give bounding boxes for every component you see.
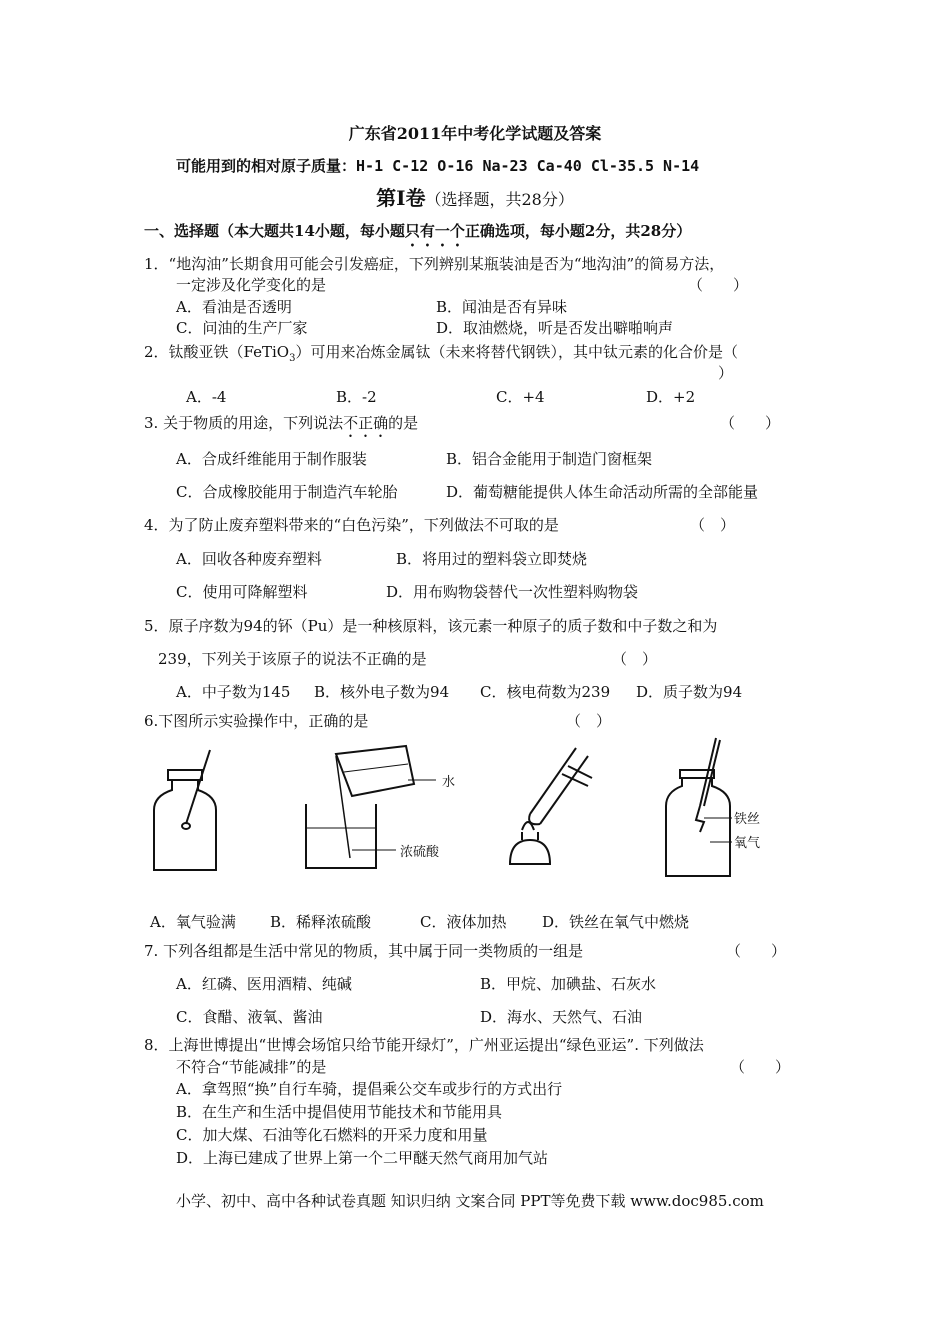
q3-stem-post: 的是	[388, 414, 419, 432]
q3-stem-emph: 不正确	[343, 414, 389, 432]
q2-option-b: B．-2	[336, 388, 377, 406]
figure-liquid-heating	[496, 744, 606, 880]
figure-dilute-acid	[296, 744, 472, 878]
q7-option-c: C．食醋、液氧、酱油	[176, 1008, 323, 1026]
q2-option-a: A．-4	[186, 388, 227, 406]
label-iron-wire: 铁丝	[734, 812, 761, 827]
figure-oxygen-test	[150, 748, 240, 878]
q6-paren: （ ）	[566, 712, 612, 730]
q3-option-a: A．合成纤维能用于制作服装	[176, 450, 367, 468]
volume-heading	[0, 188, 950, 210]
q2-stem-start: 2．钛酸亚铁（FeTiO	[144, 343, 290, 361]
q1-option-d: D．取油燃烧，听是否发出噼啪响声	[436, 319, 674, 337]
q3-option-c: C．合成橡胶能用于制造汽车轮胎	[176, 483, 398, 501]
q2-stem-subscript: 3	[289, 353, 296, 364]
q3-stem-pre: 3. 关于物质的用途，下列说法	[144, 414, 344, 432]
q2-paren-close: ）	[718, 364, 734, 382]
q8-option-b: B．在生产和生活中提倡使用节能技术和节能用具	[176, 1103, 503, 1121]
q4-option-b: B．将用过的塑料袋立即焚烧	[396, 550, 588, 568]
q2-stem	[144, 342, 738, 369]
q5-option-b: B．核外电子数为94	[314, 683, 450, 701]
q4-option-c: C．使用可降解塑料	[176, 583, 308, 601]
q1-stem-line2: 一定涉及化学变化的是	[176, 276, 327, 294]
q2-option-d: D．+2	[646, 388, 696, 406]
q5-stem-line2: 239，下列关于该原子的说法不正确的是	[158, 650, 427, 668]
q4-option-d: D．用布购物袋替代一次性塑料购物袋	[386, 583, 639, 601]
q5-option-d: D．质子数为94	[636, 683, 743, 701]
q7-option-d: D．海水、天然气、石油	[480, 1008, 643, 1026]
q3-option-b: B．铝合金能用于制造门窗框架	[446, 450, 653, 468]
q8-option-d: D．上海已建成了世界上第一个二甲醚天然气商用加气站	[176, 1149, 549, 1167]
atomic-masses	[176, 156, 699, 176]
q3-option-d: D．葡萄糖能提供人体生命活动所需的全部能量	[446, 483, 759, 501]
q8-stem-line1: 8．上海世博提出“世博会场馆只给节能开绿灯”，广州亚运提出“绿色亚运”. 下列做法	[144, 1036, 704, 1054]
footer-note: 小学、初中、高中各种试卷真题 知识归纳 文案合同 PPT等免费下载 www.doc985.com	[176, 1192, 764, 1210]
q7-option-b: B．甲烷、加碘盐、石灰水	[480, 975, 657, 993]
q8-option-c: C．加大煤、石油等化石燃料的开采力度和用量	[176, 1126, 488, 1144]
q8-stem-line2: 不符合“节能减排”的是	[176, 1058, 327, 1076]
q1-paren: （ ）	[688, 276, 749, 294]
q6-option-d: D．铁丝在氧气中燃烧	[542, 913, 690, 931]
q4-paren: （ ）	[690, 516, 736, 534]
volume-sub: （选择题，共28分）	[425, 190, 574, 209]
q6-option-a: A．氧气验满	[150, 913, 236, 931]
q8-option-a: A．拿驾照“换”自行车骑，提倡乘公交车或步行的方式出行	[176, 1080, 563, 1098]
q2-option-c: C．+4	[496, 388, 545, 406]
atomic-masses-values: H-1 C-12 O-16 Na-23 Ca-40 Cl-35.5 N-14	[356, 157, 700, 175]
q2-stem-end: ）可用来冶炼金属钛（未来将替代钢铁），其中钛元素的化合价是（	[295, 343, 738, 361]
q5-option-c: C．核电荷数为239	[480, 683, 611, 701]
q6-stem: 6.下图所示实验操作中，正确的是	[144, 712, 369, 730]
q4-option-a: A．回收各种废弃塑料	[176, 550, 322, 568]
section-heading	[144, 221, 691, 250]
q7-stem: 7. 下列各组都是生活中常见的物质，其中属于同一类物质的一组是	[144, 942, 584, 960]
document-title: 广东省2011年中考化学试题及答案	[348, 124, 602, 143]
label-water: 水	[442, 775, 456, 790]
q6-option-b: B．稀释浓硫酸	[270, 913, 372, 931]
q1-stem-line1: 1．“地沟油”长期食用可能会引发癌症，下列辨别某瓶装油是否为“地沟油”的简易方法，	[144, 255, 725, 273]
q3-stem	[144, 413, 418, 441]
section-heading-post: 正确选项，每小题2分，共28分）	[464, 222, 692, 240]
figure-iron-wire	[660, 736, 790, 882]
q1-option-a: A．看油是否透明	[176, 298, 292, 316]
q7-paren: （ ）	[726, 942, 787, 960]
section-heading-emph: 只有一个	[404, 222, 465, 240]
q8-paren: （ ）	[730, 1058, 791, 1076]
label-conc-acid: 浓硫酸	[400, 845, 440, 860]
atomic-masses-label: 可能用到的相对原子质量：	[176, 157, 357, 175]
q6-option-c: C．液体加热	[420, 913, 507, 931]
q1-option-c: C．问油的生产厂家	[176, 319, 308, 337]
section-heading-pre: 一、选择题（本大题共14小题，每小题	[144, 222, 405, 240]
q5-stem-line1: 5．原子序数为94的钚（Pu）是一种核原料，该元素一种原子的质子数和中子数之和为	[144, 617, 718, 635]
q1-option-b: B．闻油是否有异味	[436, 298, 568, 316]
q4-stem: 4．为了防止废弃塑料带来的“白色污染”，下列做法不可取的是	[144, 516, 559, 534]
q7-option-a: A．红磷、医用酒精、纯碱	[176, 975, 352, 993]
q3-paren: （ ）	[720, 414, 781, 432]
volume-main: 第Ⅰ卷	[376, 186, 426, 210]
label-oxygen: 氧气	[734, 836, 761, 851]
q5-option-a: A．中子数为145	[176, 683, 291, 701]
q5-paren: （ ）	[612, 650, 658, 668]
